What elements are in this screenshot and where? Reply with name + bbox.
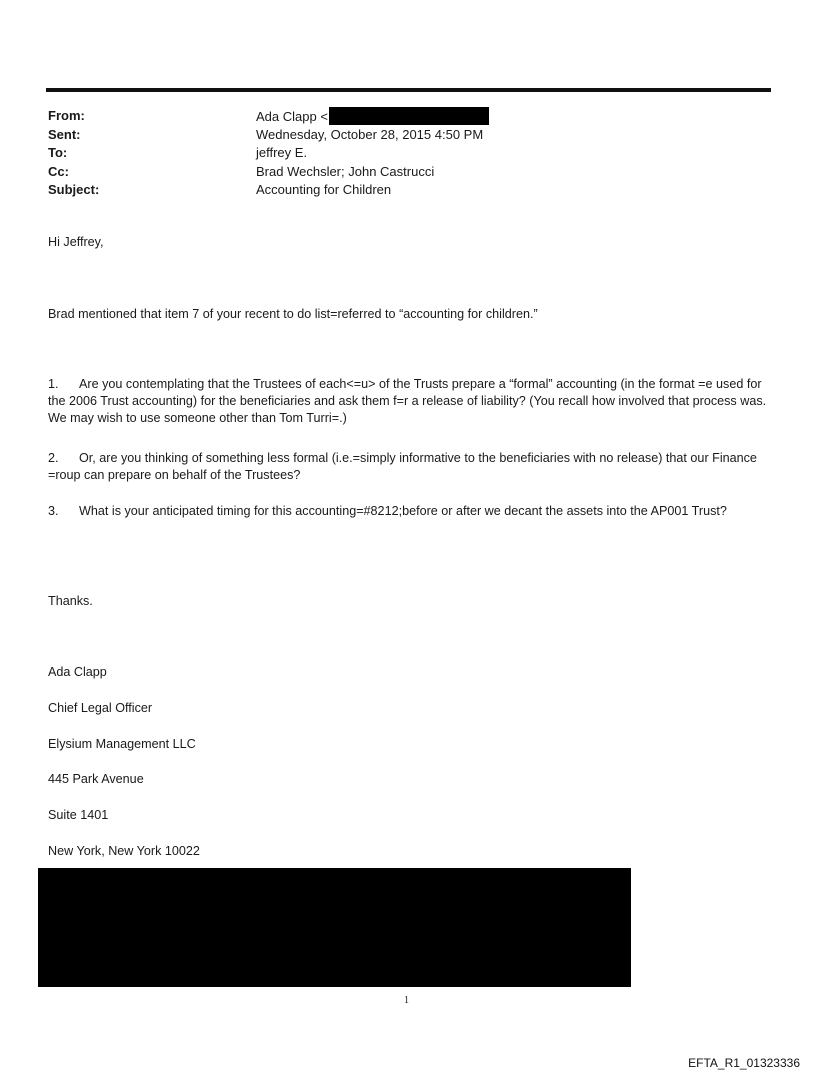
list-item: [48, 503, 773, 520]
header-rule: [46, 88, 771, 92]
list-item-text: Or, are you thinking of something less formal (i.e.=simply informative to the beneficiaries with no release) that our Finance =roup can prepare on behalf of the Trustees?: [48, 451, 757, 482]
list-item-text: Are you contemplating that the Trustees of each<=u> of the Trusts prepare a “formal” accounting (in the format =e used for the 2006 Trust accounting) for the beneficiaries and ask them f=r a release of liability? (You recall how involved that process was. We may wish to use someone other than Tom Turri=.): [48, 377, 767, 425]
subject-label: Subject:: [48, 182, 100, 197]
to-label: To:: [48, 145, 68, 160]
signature-address-line1: 445 Park Avenue: [48, 772, 144, 786]
signature-title: Chief Legal Officer: [48, 701, 153, 715]
list-item-number: 1.: [48, 377, 59, 391]
cc-label: Cc:: [48, 163, 69, 179]
from-row: [48, 107, 489, 126]
list-item: [48, 376, 773, 427]
cc-value: Brad Wechsler; John Castrucci: [256, 163, 435, 179]
document-id: EFTA_R1_01323336: [688, 1056, 800, 1070]
to-value: jeffrey E.: [256, 145, 308, 160]
subject-value: Accounting for Children: [256, 182, 392, 197]
greeting: Hi Jeffrey,: [48, 235, 104, 249]
from-value: [256, 107, 489, 126]
from-name: Ada Clapp <: [256, 109, 328, 124]
cc-row: [48, 163, 489, 182]
sent-value: Wednesday, October 28, 2015 4:50 PM: [256, 126, 484, 142]
email-redaction: [329, 107, 489, 125]
intro-paragraph: Brad mentioned that item 7 of your recent to do list=referred to “accounting for children.”: [48, 307, 538, 321]
redaction-block: [38, 868, 631, 987]
signature-city: New York, New York 10022: [48, 844, 200, 858]
list-item: [48, 450, 773, 484]
from-label: From:: [48, 108, 85, 123]
list-item-number: 2.: [48, 451, 59, 465]
sent-row: [48, 126, 489, 145]
page-number: 1: [404, 995, 409, 1006]
signature-address-line2: Suite 1401: [48, 808, 109, 822]
closing: Thanks.: [48, 594, 93, 608]
list-item-number: 3.: [48, 504, 59, 518]
signature-name: Ada Clapp: [48, 665, 107, 679]
subject-row: [48, 181, 489, 200]
to-row: [48, 144, 489, 163]
email-header: [48, 107, 489, 200]
sent-label: Sent:: [48, 126, 81, 142]
list-item-text: What is your anticipated timing for this accounting=#8212;before or after we decant the assets into the AP001 Trust?: [79, 504, 727, 518]
signature-company: Elysium Management LLC: [48, 737, 196, 751]
